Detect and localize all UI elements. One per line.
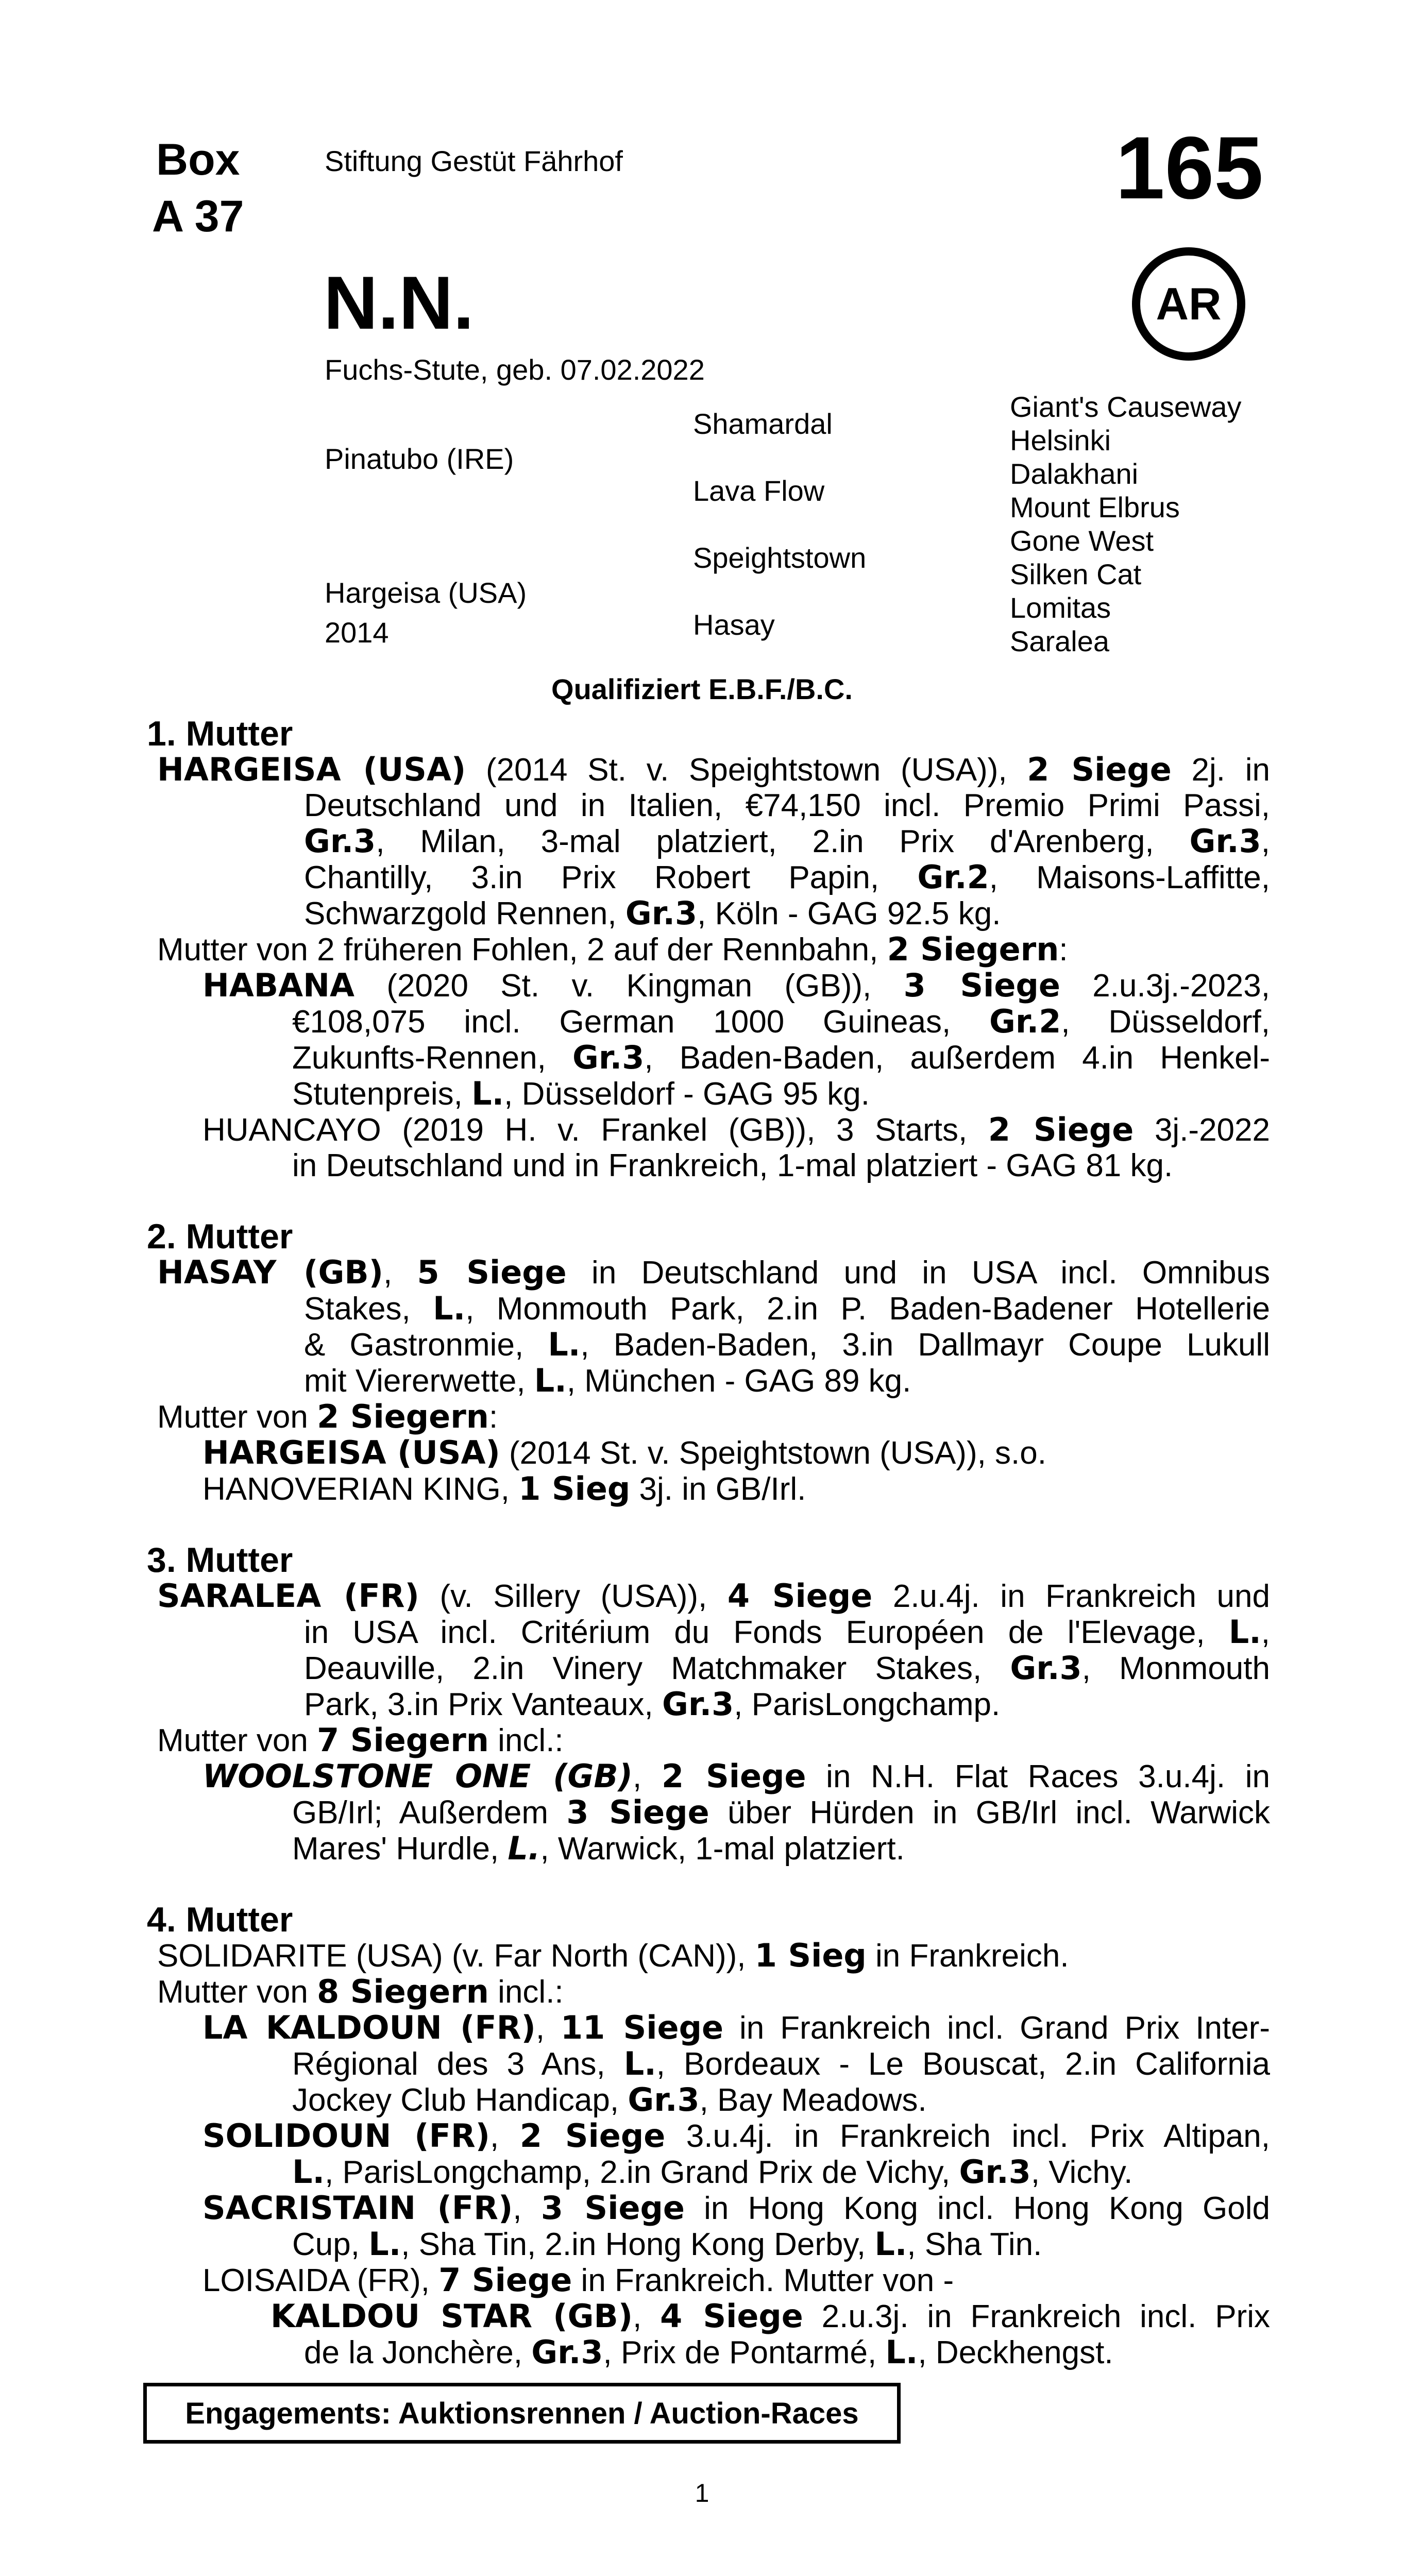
pedigree-dam: Hargeisa (USA): [325, 577, 527, 609]
text-line: HASAY (GB), 5 Siege in Deutschland und in USA incl. Omnibus: [157, 1253, 1270, 1291]
lot-number: 165: [1115, 118, 1263, 217]
pedigree-great-grandparent: Silken Cat: [1010, 558, 1142, 590]
text-line: L., ParisLongchamp, 2.in Grand Prix de Vichy, Gr.3, Vichy.: [292, 2153, 1133, 2191]
text-line: LA KALDOUN (FR), 11 Siege in Frankreich incl. Grand Prix Inter-: [202, 2009, 1271, 2046]
box-label-line1: Box: [156, 135, 240, 184]
section-heading: 2. Mutter: [147, 1217, 293, 1256]
pedigree-sire: Pinatubo (IRE): [325, 443, 514, 475]
text-line: LOISAIDA (FR), 7 Siege in Frankreich. Mutter von -: [202, 2261, 954, 2299]
text-line: Jockey Club Handicap, Gr.3, Bay Meadows.: [292, 2081, 927, 2119]
text-line: Mutter von 8 Siegern incl.:: [157, 1973, 564, 2010]
engagements-box: Engagements: Auktionsrennen / Auction-Races: [143, 2383, 901, 2444]
section-spacer: [147, 1867, 1270, 1902]
text-line: in Deutschland und in Frankreich, 1-mal platziert - GAG 81 kg.: [292, 1148, 1173, 1183]
text-line: HUANCAYO (2019 H. v. Frankel (GB)), 3 Starts, 2 Siege 3j.-2022: [202, 1111, 1270, 1148]
pedigree-grandparent: Speightstown: [693, 541, 867, 574]
text-line: mit Viererwette, L., München - GAG 89 kg.: [304, 1362, 911, 1399]
pedigree-great-grandparent: Saralea: [1010, 625, 1110, 657]
section-spacer: [147, 1507, 1270, 1543]
text-line: Deauville, 2.in Vinery Matchmaker Stakes, Gr.3, Monmouth: [304, 1649, 1270, 1687]
section-heading: 4. Mutter: [147, 1900, 293, 1939]
box-label-line2: A 37: [152, 192, 244, 241]
pedigree-great-grandparent: Lomitas: [1010, 591, 1111, 624]
text-line: Mares' Hurdle, L., Warwick, 1-mal platziert.: [292, 1829, 905, 1867]
section-heading: 1. Mutter: [147, 714, 293, 753]
text-line: €108,075 incl. German 1000 Guineas, Gr.2, Düsseldorf,: [292, 1003, 1270, 1040]
text-line: GB/Irl; Außerdem 3 Siege über Hürden in GB/Irl incl. Warwick: [292, 1793, 1270, 1831]
text-line: de la Jonchère, Gr.3, Prix de Pontarmé, L., Deckhengst.: [304, 2333, 1113, 2371]
ar-badge: AR: [1132, 247, 1245, 361]
pedigree-great-grandparent: Dalakhani: [1010, 457, 1139, 490]
text-line: KALDOU STAR (GB), 4 Siege 2.u.3j. in Frankreich incl. Prix: [270, 2297, 1270, 2335]
text-line: Mutter von 7 Siegern incl.:: [157, 1721, 564, 1759]
text-line: SOLIDARITE (USA) (v. Far North (CAN)), 1 Sieg in Frankreich.: [157, 1937, 1069, 1974]
text-line: Zukunfts-Rennen, Gr.3, Baden-Baden, außerdem 4.in Henkel-: [292, 1039, 1271, 1076]
qualification-note: Qualifiziert E.B.F./B.C.: [551, 673, 853, 705]
text-line: Régional des 3 Ans, L., Bordeaux - Le Bouscat, 2.in California: [292, 2045, 1271, 2082]
page-number: 1: [695, 2479, 709, 2507]
text-line: HARGEISA (USA) (2014 St. v. Speightstown (USA)), 2 Siege 2j. in: [157, 751, 1270, 788]
text-line: Deutschland und in Italien, €74,150 incl. Premio Primi Passi,: [304, 788, 1270, 823]
pedigree-great-grandparent: Helsinki: [1010, 424, 1111, 456]
text-line: Park, 3.in Prix Vanteaux, Gr.3, ParisLongchamp.: [304, 1685, 1001, 1723]
text-line: Cup, L., Sha Tin, 2.in Hong Kong Derby, L., Sha Tin.: [292, 2225, 1042, 2263]
text-line: WOOLSTONE ONE (GB), 2 Siege in N.H. Flat Races 3.u.4j. in: [202, 1757, 1271, 1795]
horse-name: N.N.: [324, 261, 474, 345]
pedigree-grandparent: Lava Flow: [693, 474, 825, 507]
pedigree-grandparent: Hasay: [693, 608, 775, 641]
text-line: Mutter von 2 Siegern:: [157, 1398, 498, 1435]
text-line: SOLIDOUN (FR), 2 Siege 3.u.4j. in Frankreich incl. Prix Altipan,: [202, 2117, 1270, 2155]
text-line: Gr.3, Milan, 3-mal platziert, 2.in Prix d'Arenberg, Gr.3,: [304, 822, 1270, 860]
text-line: Stutenpreis, L., Düsseldorf - GAG 95 kg.: [292, 1075, 870, 1112]
text-line: Mutter von 2 früheren Fohlen, 2 auf der Rennbahn, 2 Siegern:: [157, 930, 1068, 968]
pedigree-great-grandparent: Giant's Causeway: [1010, 391, 1242, 423]
text-line: & Gastronmie, L., Baden-Baden, 3.in Dallmayr Coupe Lukull: [304, 1326, 1270, 1363]
text-line: SACRISTAIN (FR), 3 Siege in Hong Kong incl. Hong Kong Gold: [202, 2189, 1270, 2227]
text-line: HARGEISA (USA) (2014 St. v. Speightstown (USA)), s.o.: [202, 1434, 1046, 1471]
text-line: Schwarzgold Rennen, Gr.3, Köln - GAG 92.5 kg.: [304, 894, 1001, 932]
box-label: [152, 131, 244, 245]
text-line: SARALEA (FR) (v. Sillery (USA)), 4 Siege 2.u.4j. in Frankreich und: [157, 1577, 1270, 1615]
horse-description: Fuchs-Stute, geb. 07.02.2022: [325, 353, 705, 386]
text-line: Stakes, L., Monmouth Park, 2.in P. Baden-Badener Hotellerie: [304, 1290, 1270, 1327]
text-line: in USA incl. Critérium du Fonds Européen de l'Elevage, L.,: [304, 1613, 1270, 1651]
pedigree-great-grandparent: Mount Elbrus: [1010, 491, 1180, 523]
pedigree-great-grandparent: Gone West: [1010, 524, 1154, 557]
section-spacer: [147, 1183, 1270, 1219]
section-heading: 3. Mutter: [147, 1540, 293, 1580]
text-line: Chantilly, 3.in Prix Robert Papin, Gr.2, Maisons-Laffitte,: [304, 858, 1270, 896]
text-line: HANOVERIAN KING, 1 Sieg 3j. in GB/Irl.: [202, 1470, 806, 1507]
text-line: HABANA (2020 St. v. Kingman (GB)), 3 Siege 2.u.3j.-2023,: [202, 967, 1270, 1004]
pedigree-dam-year: 2014: [325, 616, 389, 649]
dam-family-history: [147, 716, 1270, 2370]
breeder-name: Stiftung Gestüt Fährhof: [325, 145, 623, 177]
pedigree-grandparent: Shamardal: [693, 408, 833, 440]
